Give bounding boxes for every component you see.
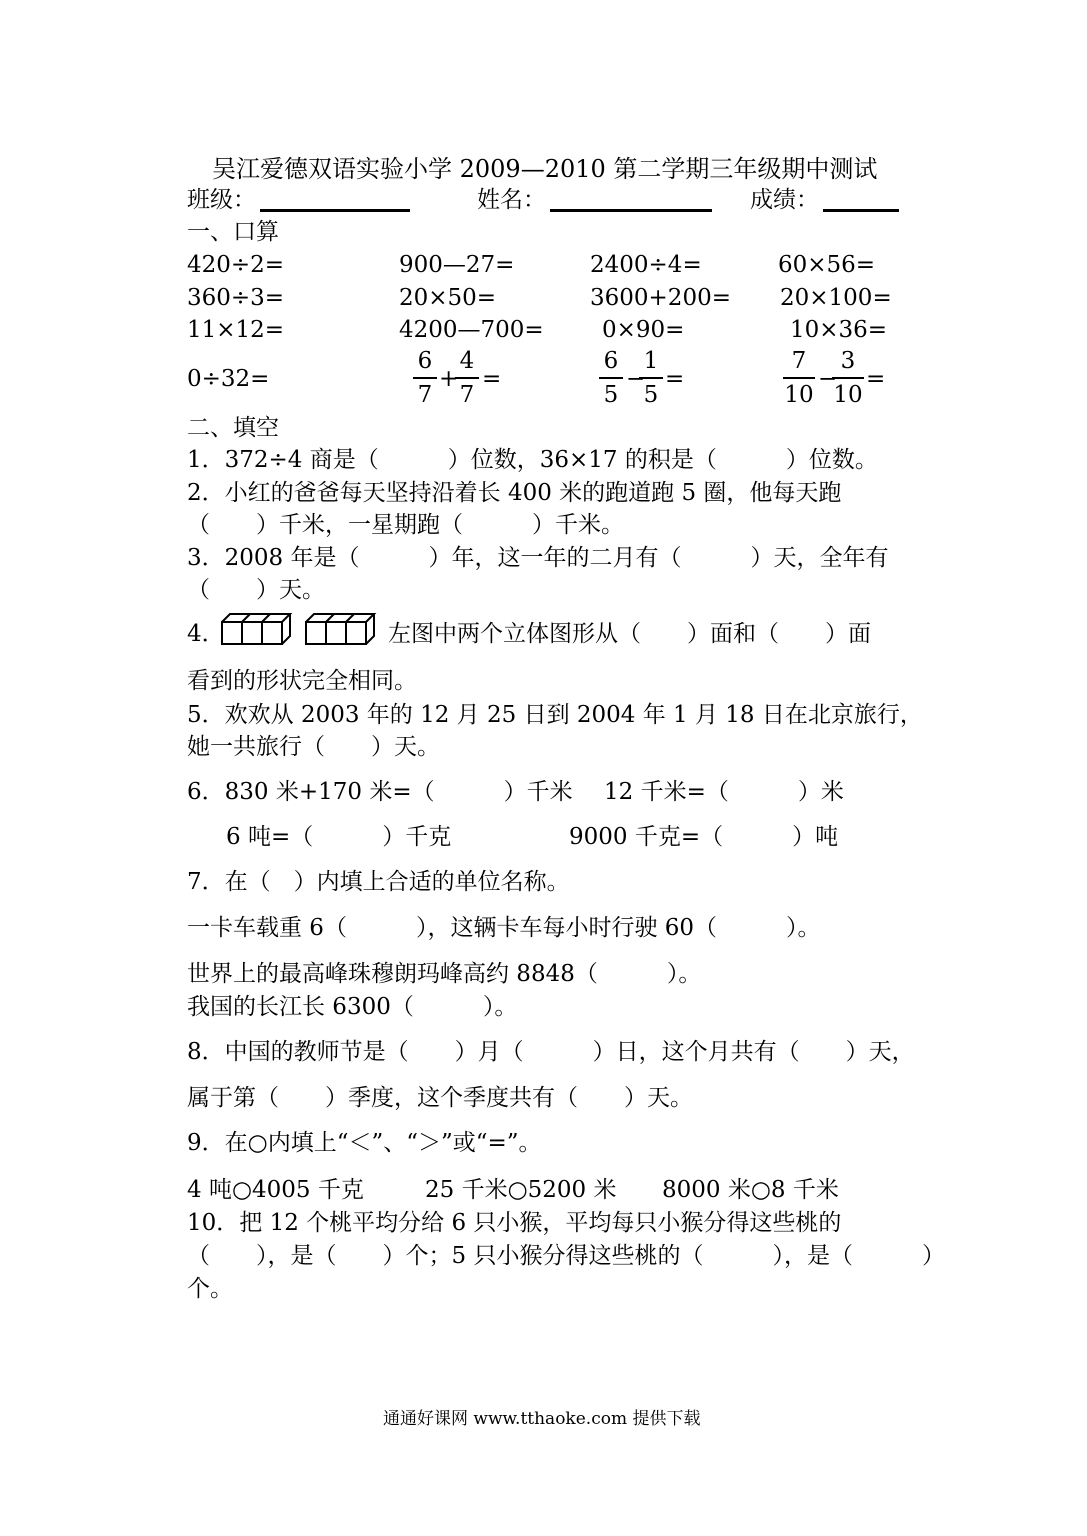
calc-item: 4200—700= [399, 317, 544, 343]
question-4-line2: 看到的形状完全相同。 [187, 668, 417, 694]
fraction [413, 350, 437, 407]
denominator: 10 [833, 382, 863, 408]
fraction-bar [599, 377, 623, 379]
question-5-line1: 5．欢欢从 2003 年的 12 月 25 日到 2004 年 1 月 18 日在北京旅行， [187, 702, 923, 728]
class-label: 班级： [187, 187, 256, 213]
calc-item: 0×90= [602, 317, 685, 343]
question-4-number: 4． [187, 621, 225, 647]
calc-item: 3600+200= [590, 285, 731, 311]
fraction [455, 350, 479, 407]
question-6-item1: 6．830 米+170 米=（ ）千米 [187, 779, 573, 805]
fraction-bar [783, 377, 815, 379]
question-8-line1: 8．中国的教师节是（ ）月（ ）日，这个月共有（ ）天， [187, 1039, 915, 1065]
class-blank[interactable] [260, 189, 410, 212]
question-10-line3: 个。 [187, 1276, 233, 1302]
question-9: 9．在○内填上“＜”、“＞”或“=”。 [187, 1130, 542, 1156]
calc-item: 20×100= [780, 285, 892, 311]
fraction [639, 350, 663, 407]
calc-item: 360÷3= [187, 285, 285, 311]
class-field [187, 189, 410, 212]
question-5-line2: 她一共旅行（ ）天。 [187, 734, 440, 760]
numerator: 1 [643, 348, 659, 374]
fraction [832, 350, 864, 407]
question-3-line2: （ ）天。 [187, 577, 325, 603]
page-title: 吴江爱德双语实验小学 2009—2010 第二学期三年级期中测试 [212, 155, 878, 183]
question-7-line2: 世界上的最高峰珠穆朗玛峰高约 8848（ ）。 [187, 961, 702, 987]
question-4-line1: 左图中两个立体图形从（ ）面和（ ）面 [388, 621, 871, 647]
calc-item: 420÷2= [187, 252, 285, 278]
denominator: 5 [603, 382, 619, 408]
fraction-bar [413, 377, 437, 379]
fraction-bar [639, 377, 663, 379]
section1-heading: 一、口算 [187, 219, 279, 245]
question-6-item4: 9000 千克=（ ）吨 [569, 824, 839, 850]
question-6-item2: 12 千米=（ ）米 [604, 779, 844, 805]
score-label: 成绩： [750, 187, 819, 213]
calc-item: 2400÷4= [590, 252, 702, 278]
question-9-item1: 4 吨○4005 千克 [187, 1177, 364, 1203]
score-blank[interactable] [823, 189, 899, 212]
numerator: 4 [459, 348, 475, 374]
fraction-bar [832, 377, 864, 379]
operator: + [439, 366, 459, 392]
numerator: 7 [791, 348, 807, 374]
name-label: 姓名： [477, 187, 546, 213]
question-3-line1: 3．2008 年是（ ）年，这一年的二月有（ ）天，全年有 [187, 545, 889, 571]
equals-sign: = [482, 366, 502, 392]
equals-sign: = [665, 366, 685, 392]
denominator: 5 [643, 382, 659, 408]
numerator: 3 [840, 348, 856, 374]
calc-item: 60×56= [778, 252, 876, 278]
denominator: 7 [417, 382, 433, 408]
footer-text: 通通好课网 www.tthaoke.com 提供下载 [383, 1409, 701, 1429]
question-7-line3: 我国的长江长 6300（ ）。 [187, 994, 518, 1020]
operator: − [818, 366, 838, 392]
name-blank[interactable] [550, 189, 712, 212]
cube-figures-icon [220, 612, 380, 648]
calc-item: 10×36= [790, 317, 888, 343]
question-2-line1: 2．小红的爸爸每天坚持沿着长 400 米的跑道跑 5 圈，他每天跑 [187, 480, 842, 506]
question-2-line2: （ ）千米，一星期跑（ ）千米。 [187, 512, 624, 538]
denominator: 10 [784, 382, 814, 408]
section2-heading: 二、填空 [187, 415, 279, 441]
question-10-line2: （ ），是（ ）个；5 只小猴分得这些桃的（ ），是（ ） [187, 1243, 945, 1269]
equals-sign: = [866, 366, 886, 392]
calc-item: 0÷32= [187, 366, 270, 392]
numerator: 6 [417, 348, 433, 374]
calc-item: 900—27= [399, 252, 515, 278]
question-6-item3: 6 吨=（ ）千克 [226, 824, 452, 850]
fraction-bar [455, 377, 479, 379]
numerator: 6 [603, 348, 619, 374]
denominator: 7 [459, 382, 475, 408]
question-7: 7．在（ ）内填上合适的单位名称。 [187, 869, 570, 895]
score-field [750, 189, 899, 212]
fraction [783, 350, 815, 407]
question-8-line2: 属于第（ ）季度，这个季度共有（ ）天。 [187, 1085, 693, 1111]
calc-item: 11×12= [187, 317, 285, 343]
fraction [599, 350, 623, 407]
question-10-line1: 10．把 12 个桃平均分给 6 只小猴，平均每只小猴分得这些桃的 [187, 1210, 842, 1236]
operator: − [626, 366, 646, 392]
question-1: 1．372÷4 商是（ ）位数，36×17 的积是（ ）位数。 [187, 447, 878, 473]
name-field [477, 189, 712, 212]
question-7-line1: 一卡车载重 6（ ），这辆卡车每小时行驶 60（ ）。 [187, 915, 821, 941]
question-9-item2: 25 千米○5200 米 [425, 1177, 617, 1203]
question-9-item3: 8000 米○8 千米 [662, 1177, 839, 1203]
calc-item: 20×50= [399, 285, 497, 311]
